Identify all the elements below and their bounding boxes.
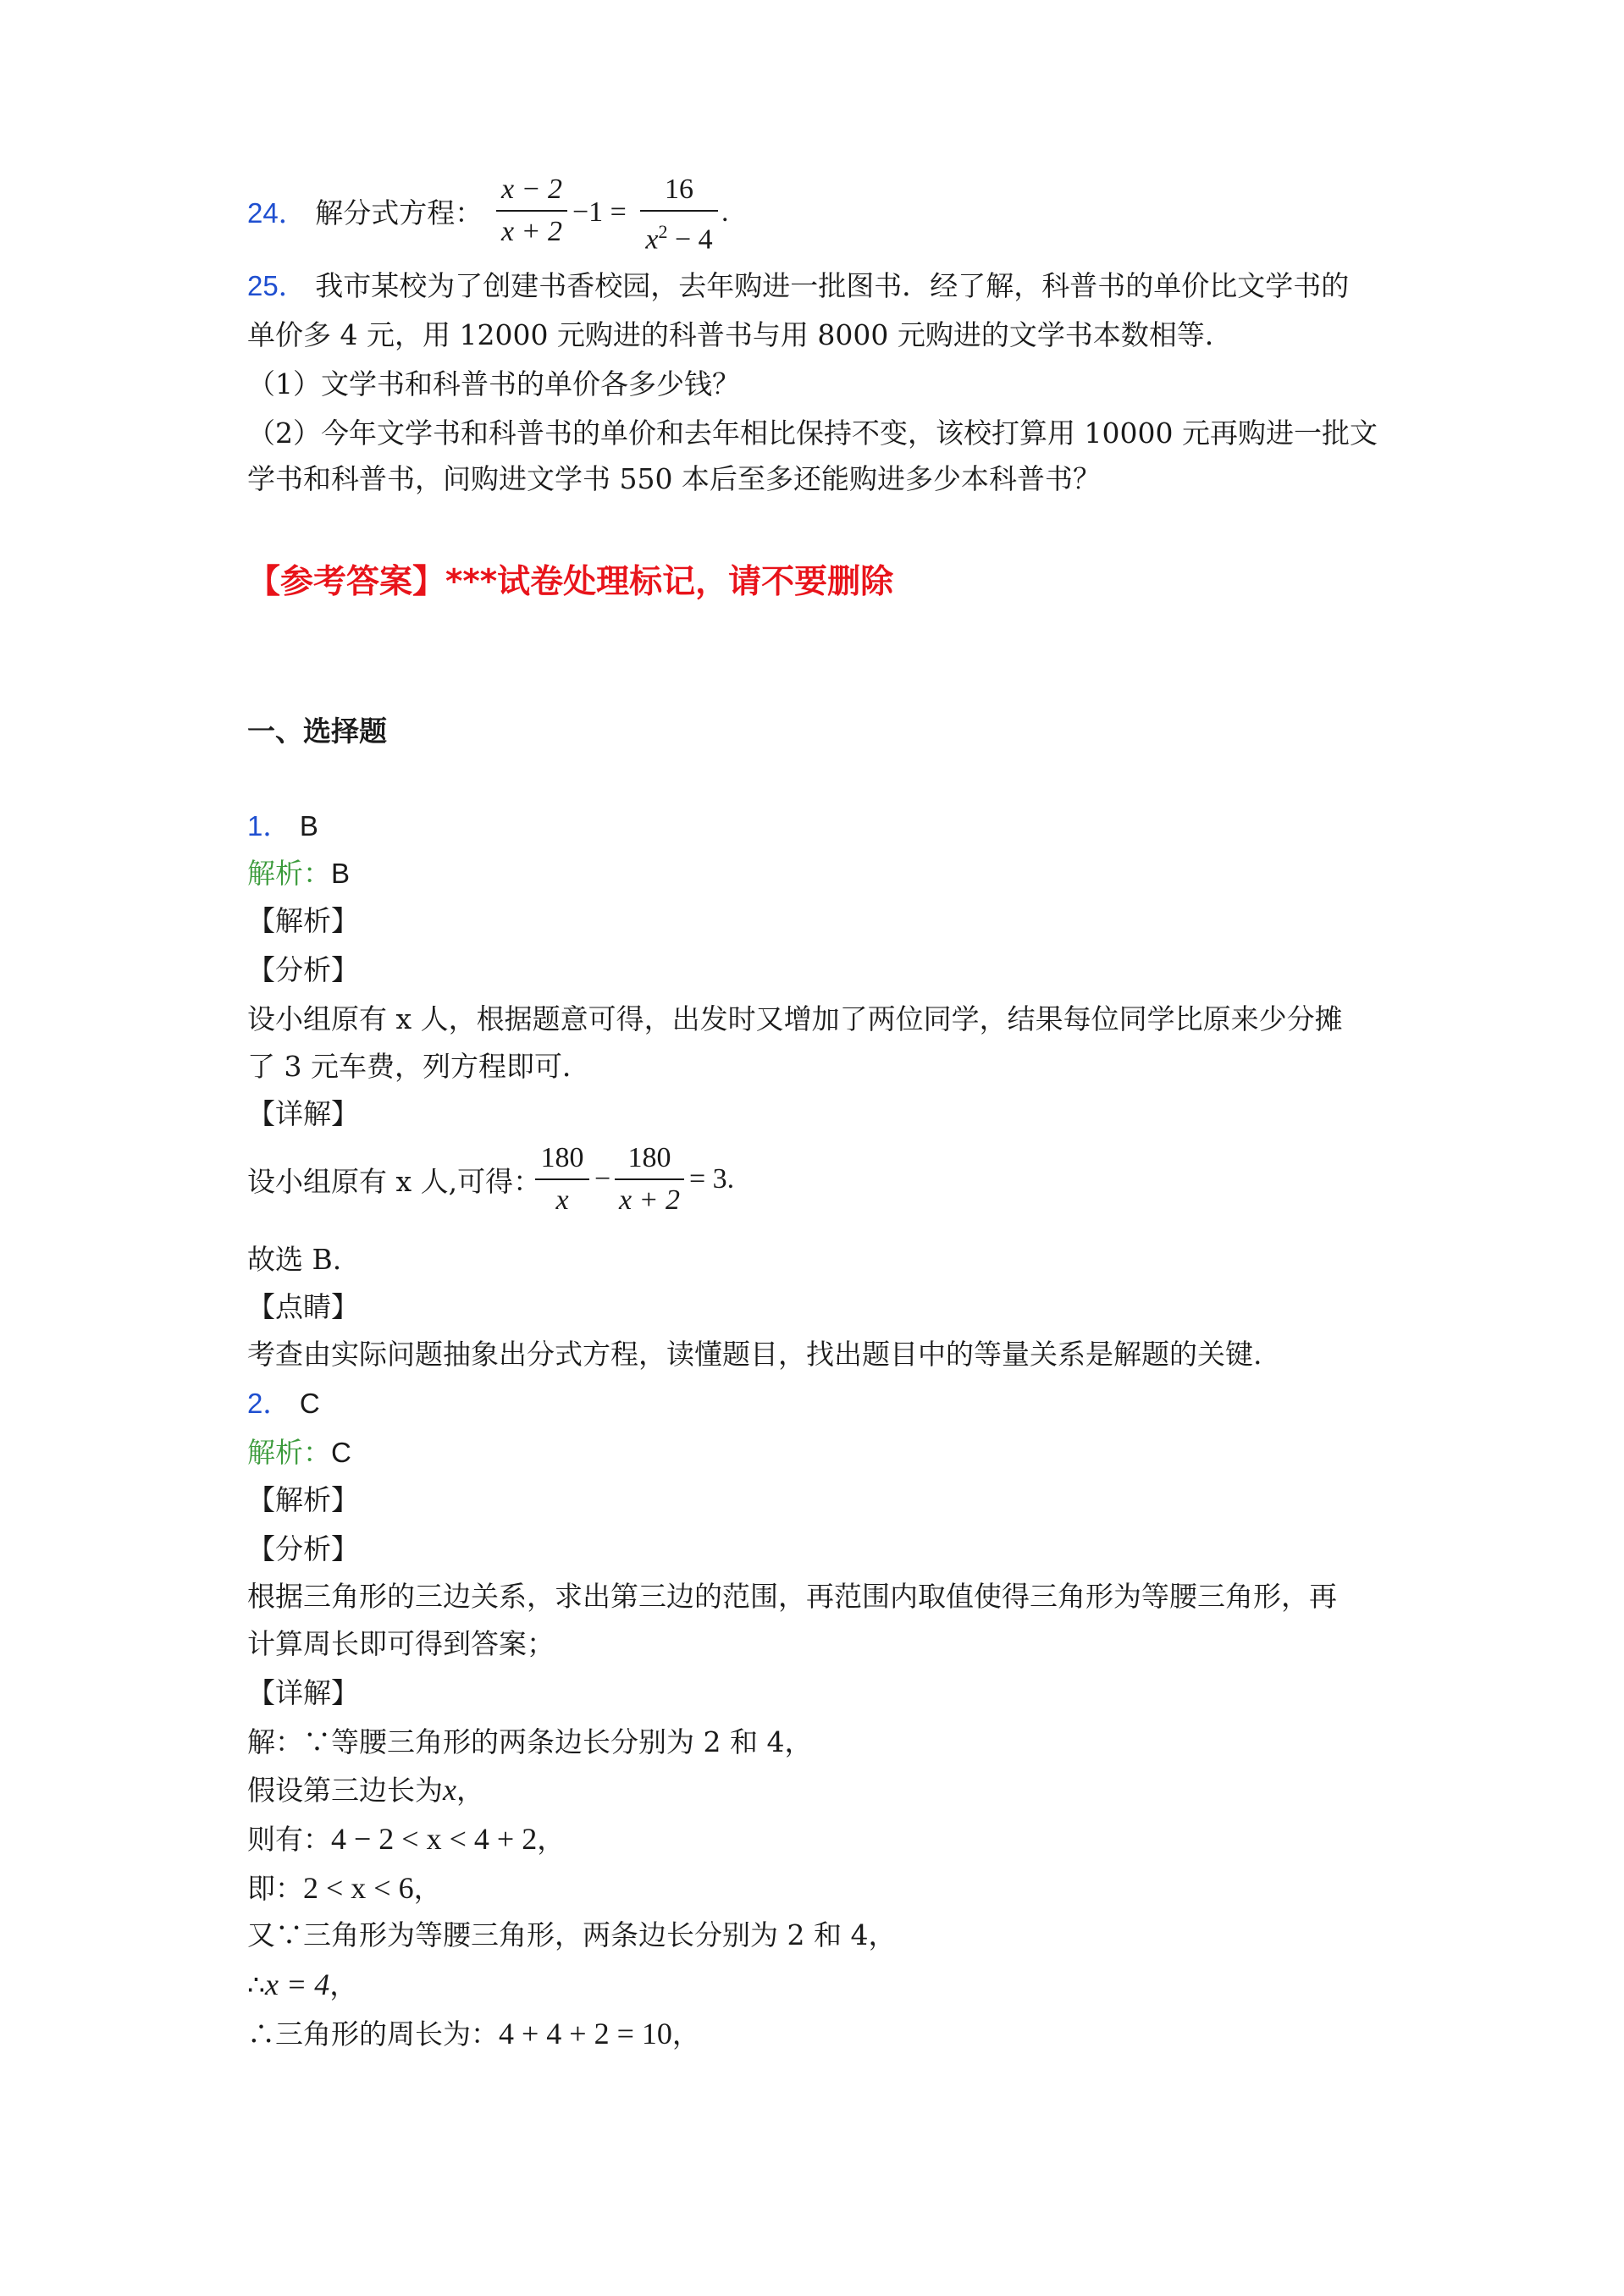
answer-1-jiexi: 解析：B — [247, 857, 351, 890]
fenxi-text-line-2: 了 3 元车费，列方程即可． — [247, 1050, 590, 1083]
tag-dianjing: 【点睛】 — [247, 1290, 359, 1323]
answer-1-header — [247, 806, 318, 847]
minus-one: −1 = — [572, 196, 627, 228]
jiexi-label: 解析： — [247, 1436, 331, 1469]
fraction-b: 180 x + 2 — [615, 1140, 684, 1219]
fraction-a: 180 x — [535, 1140, 589, 1219]
fraction-bar — [640, 210, 718, 212]
question-25-part-1: （1）文学书和科普书的单价各多少钱？ — [247, 367, 740, 400]
question-text: 解分式方程： — [315, 196, 483, 229]
question-25-line-2: 单价多 4 元，用 12000 元购进的科普书与用 8000 元购进的文学书本数相等． — [247, 318, 1233, 351]
minus-sign: − — [594, 1163, 611, 1195]
question-25-part-2: （2）今年文学书和科普书的单价和去年相比保持不变，该校打算用 10000 元再购进一批文 — [247, 417, 1378, 450]
answer-2-header — [247, 1383, 320, 1424]
answer-banner: 【参考答案】***试卷处理标记，请不要删除 — [247, 563, 894, 601]
dianjing-text: 考查由实际问题抽象出分式方程，读懂题目，找出题目中的等量关系是解题的关键. — [247, 1338, 1262, 1371]
fraction-numerator: x − 2 — [500, 174, 563, 205]
answer-2-jiexi: 解析：C — [247, 1436, 351, 1469]
question-25-line-1: 25． 我市某校为了创建书香校园，去年购进一批图书．经了解，科普书的单价比文学书的 — [247, 269, 1350, 302]
fenxi-text-line-1: 设小组原有 x 人，根据题意可得，出发时又增加了两位同学，结果每位同学比原来少分摊 — [247, 1002, 1343, 1035]
tag-xiangjie: 【详解】 — [247, 1676, 359, 1709]
step-3: 则有：4 − 2 < x < 4 + 2， — [247, 1822, 566, 1856]
step-7: ∴三角形的周长为：4 + 4 + 2 = 10， — [247, 2017, 700, 2050]
fraction-denominator: $x^2 - 4$ — [645, 221, 713, 256]
tag-fenxi: 【分析】 — [247, 1532, 359, 1565]
fraction-2 — [640, 171, 718, 258]
answer-choice: B — [299, 810, 318, 842]
fenxi-text-line-2: 计算周长即可得到答案； — [247, 1627, 555, 1660]
question-number: 25． — [247, 270, 307, 301]
jiexi-label: 解析： — [247, 857, 331, 890]
step-1: 解：∵等腰三角形的两条边长分别为 2 和 4， — [247, 1725, 813, 1758]
tag-xiangjie: 【详解】 — [247, 1097, 359, 1130]
step-5: 又∵三角形为等腰三角形，两条边长分别为 2 和 4， — [247, 1918, 897, 1951]
tag-fenxi: 【分析】 — [247, 953, 359, 986]
fraction-bar — [496, 210, 567, 212]
fraction-1 — [496, 171, 567, 251]
fenxi-text-line-1: 根据三角形的三边关系，求出第三边的范围，再范围内取值使得三角形为等腰三角形，再 — [247, 1580, 1337, 1613]
section-title: 一、选择题 — [247, 715, 387, 748]
tag-jiexi: 【解析】 — [247, 904, 359, 937]
fraction-denominator: x + 2 — [500, 216, 563, 247]
question-25-part-2-cont: 学书和科普书，问购进文学书 550 本后至多还能购进多少本科普书？ — [247, 462, 1101, 495]
period: . — [721, 196, 729, 228]
step-4: 即：2 < x < 6， — [247, 1871, 442, 1905]
answer-number: 1． — [247, 810, 291, 842]
answer-number: 2． — [247, 1388, 291, 1419]
conclusion: 故选 B. — [247, 1243, 342, 1276]
tag-jiexi: 【解析】 — [247, 1483, 359, 1516]
xiangjie-prefix: 设小组原有 x 人,可得： — [247, 1165, 542, 1198]
step-6: ∴x = 4， — [247, 1968, 358, 2001]
fraction-numerator: 16 — [665, 174, 693, 205]
answer-choice: C — [299, 1388, 320, 1419]
question-number: 24． — [247, 197, 307, 229]
question-24 — [247, 193, 483, 234]
equals-three: = 3. — [689, 1163, 735, 1195]
step-2: 假设第三边长为x， — [247, 1773, 484, 1807]
